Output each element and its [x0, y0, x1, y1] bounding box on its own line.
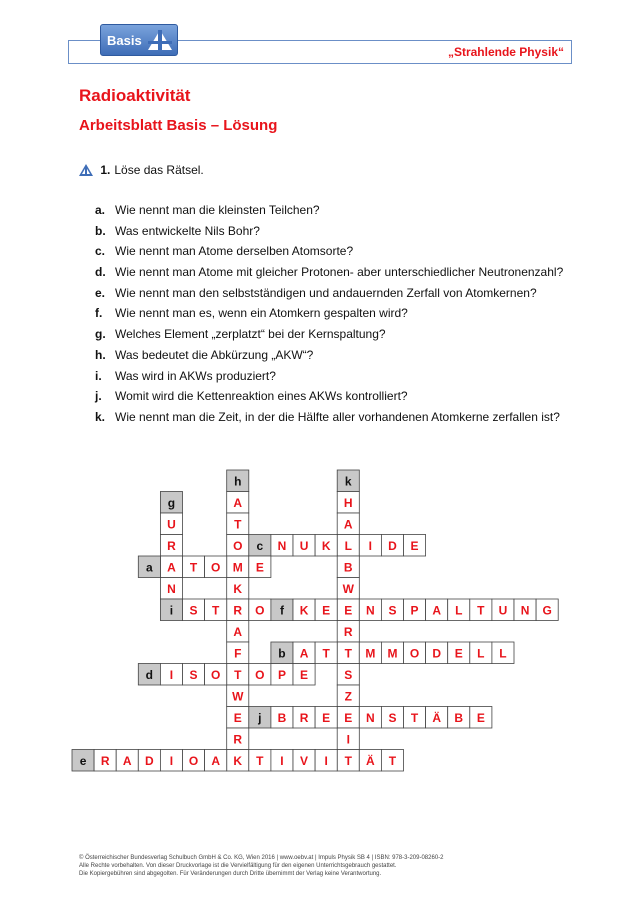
clue-cell [337, 470, 359, 492]
answer-letter: N [520, 603, 530, 618]
answer-letter: L [344, 538, 352, 553]
task-number: 1. [100, 163, 111, 177]
answer-letter: T [477, 603, 485, 618]
answer-cell [227, 492, 249, 514]
answer-cell [315, 535, 337, 557]
answer-cell [337, 513, 359, 535]
question-letter: a. [95, 203, 106, 217]
answer-letter: B [454, 710, 464, 725]
answer-letter: M [232, 560, 243, 575]
answer-letter: E [454, 646, 463, 661]
answer-cell [271, 535, 293, 557]
answer-letter: H [343, 495, 353, 510]
answer-cell [337, 556, 359, 578]
question-text: Wie nennt man es, wenn ein Atomkern gespalten wird? [115, 306, 408, 321]
answer-cell [381, 750, 403, 772]
answer-cell [160, 664, 182, 686]
footer-line: Die Kopiergebühren sind abgegolten. Für Veränderungen durch Dritte übernimmt der Verlag keine Verantwortung. [79, 871, 382, 877]
answer-letter: N [366, 710, 375, 725]
answer-letter: T [410, 710, 419, 725]
answer-letter: O [188, 753, 199, 768]
answer-letter: T [344, 753, 352, 768]
answer-cell [381, 599, 403, 621]
answer-cell [514, 599, 536, 621]
answer-letter: U [167, 517, 176, 532]
answer-cell [227, 535, 249, 557]
clue-letter: d [145, 667, 154, 682]
answer-cell [227, 556, 249, 578]
question-letter: b. [95, 223, 106, 238]
question-text: Wie nennt man Atome mit gleicher Protonen- aber unterschiedlicher Neutronenzahl? [115, 265, 564, 280]
answer-cell [426, 599, 448, 621]
answer-cell [227, 728, 249, 750]
task-text: Löse das Rätsel. [114, 163, 204, 177]
answer-letter: T [234, 517, 242, 532]
answer-cell [249, 664, 271, 686]
answer-letter: D [388, 538, 397, 553]
answer-cell [381, 642, 403, 664]
answer-letter: L [455, 603, 463, 618]
answer-cell [492, 642, 514, 664]
clue-cell [227, 470, 249, 492]
answer-letter: U [498, 603, 508, 618]
answer-cell [470, 599, 492, 621]
answer-cell [337, 621, 359, 643]
answer-letter: E [300, 667, 309, 682]
answer-letter: A [233, 624, 243, 639]
answer-letter: Ä [432, 710, 441, 725]
answer-cell [536, 599, 558, 621]
answer-cell [227, 685, 249, 707]
answer-letter: T [211, 603, 220, 618]
answer-cell [227, 707, 249, 729]
answer-cell [359, 642, 381, 664]
answer-letter: R [343, 624, 353, 639]
answer-letter: R [233, 732, 243, 747]
answer-letter: E [255, 560, 264, 575]
answer-cell [359, 750, 381, 772]
answer-cell [315, 599, 337, 621]
footer [79, 854, 444, 878]
answer-cell [337, 492, 359, 514]
answer-letter: N [366, 603, 375, 618]
answer-cell [404, 642, 426, 664]
answer-cell [183, 556, 205, 578]
answer-cell [337, 578, 359, 600]
answer-letter: W [232, 689, 244, 704]
page-title: Radioaktivität [79, 86, 191, 105]
answer-letter: M [387, 646, 398, 661]
answer-cell [227, 599, 249, 621]
answer-cell [116, 750, 138, 772]
question-letter: j. [95, 389, 102, 404]
answer-letter: Ä [366, 753, 375, 768]
answer-letter: K [233, 753, 243, 768]
answer-letter: S [344, 667, 353, 682]
question-letter: k. [95, 409, 106, 424]
answer-letter: E [322, 710, 331, 725]
answer-letter: I [280, 753, 284, 768]
answer-letter: I [324, 753, 328, 768]
answer-cell [492, 599, 514, 621]
answer-cell [160, 556, 182, 578]
answer-cell [160, 750, 182, 772]
answer-cell [426, 642, 448, 664]
answer-cell [337, 750, 359, 772]
answer-cell [470, 642, 492, 664]
clue-cell [249, 707, 271, 729]
answer-cell [359, 707, 381, 729]
question-letter: i. [95, 368, 102, 383]
question-letter: d. [95, 265, 106, 280]
answer-cell [359, 535, 381, 557]
answer-cell [227, 664, 249, 686]
clue-letter: b [278, 646, 286, 661]
answer-letter: T [234, 667, 242, 682]
answer-cell [404, 599, 426, 621]
answer-letter: O [409, 646, 420, 661]
clue-cell [271, 599, 293, 621]
answer-cell [293, 642, 315, 664]
answer-cell [404, 707, 426, 729]
answer-letter: F [234, 646, 242, 661]
clue-letter: f [279, 603, 284, 618]
answer-letter: G [542, 603, 552, 618]
answer-letter: O [233, 538, 243, 553]
question-text: Wie nennt man die kleinsten Teilchen? [115, 203, 320, 217]
answer-cell [293, 664, 315, 686]
question-letter: c. [95, 244, 106, 259]
answer-cell [426, 707, 448, 729]
answer-cell [337, 642, 359, 664]
answer-cell [337, 599, 359, 621]
answer-cell [337, 685, 359, 707]
answer-letter: T [388, 753, 397, 768]
answer-letter: I [169, 667, 174, 682]
clue-letter: j [258, 710, 262, 725]
answer-cell [271, 750, 293, 772]
answer-letter: K [299, 603, 309, 618]
clue-cell [160, 599, 182, 621]
answer-letter: R [233, 603, 243, 618]
answer-cell [183, 750, 205, 772]
answer-letter: S [388, 710, 397, 725]
answer-cell [227, 578, 249, 600]
answer-cell [249, 556, 271, 578]
answer-cell [337, 707, 359, 729]
answer-letter: L [477, 646, 485, 661]
answer-letter: O [255, 603, 265, 618]
question-text: Wie nennt man den selbstständigen und andauernden Zerfall von Atomkernen? [115, 285, 537, 300]
answer-cell [381, 535, 403, 557]
answer-cell [160, 535, 182, 557]
answer-letter: N [277, 538, 287, 553]
clue-letter: h [234, 474, 242, 489]
answer-letter: E [410, 538, 419, 553]
answer-cell [227, 750, 249, 772]
answer-letter: I [346, 732, 350, 747]
answer-letter: R [299, 710, 309, 725]
answer-cell [448, 707, 470, 729]
answer-letter: T [256, 753, 264, 768]
answer-letter: T [322, 646, 330, 661]
answer-cell [205, 556, 227, 578]
answer-cell [448, 642, 470, 664]
page-subtitle: Arbeitsblatt Basis – Lösung [79, 117, 278, 134]
answer-cell [160, 513, 182, 535]
answer-letter: P [277, 667, 286, 682]
answer-cell [381, 707, 403, 729]
answer-letter: S [189, 603, 198, 618]
answer-cell [470, 707, 492, 729]
clue-cell [138, 556, 160, 578]
clue-letter: k [344, 474, 352, 489]
answer-letter: A [167, 560, 176, 575]
question-letter: h. [95, 347, 106, 362]
answer-letter: P [410, 603, 419, 618]
answer-letter: E [233, 710, 242, 725]
answer-letter: E [476, 710, 485, 725]
answer-letter: U [299, 538, 309, 553]
subject-title: „Strahlende Physik“ [447, 45, 564, 59]
answer-cell [249, 750, 271, 772]
answer-cell [293, 707, 315, 729]
answer-letter: D [145, 753, 154, 768]
answer-cell [94, 750, 116, 772]
answer-cell [293, 750, 315, 772]
clue-letter: a [146, 560, 153, 575]
answer-cell [183, 599, 205, 621]
answer-cell [227, 513, 249, 535]
question-text: Wie nennt man Atome derselben Atomsorte? [115, 244, 354, 259]
answer-letter: M [365, 646, 376, 661]
answer-cell [205, 599, 227, 621]
answer-letter: S [189, 667, 198, 682]
answer-letter: R [167, 538, 176, 553]
answer-cell [271, 707, 293, 729]
footer-line: © Österreichischer Bundesverlag Schulbuch GmbH & Co. KG, Wien 2016 | www.oebv.at | Impuls Physik SB 4 | ISBN: 978-3-209-08260-2 [79, 855, 444, 861]
answer-cell [315, 707, 337, 729]
clue-cell [138, 664, 160, 686]
clue-letter: c [256, 538, 264, 553]
answer-letter: E [322, 603, 331, 618]
question-text: Womit wird die Kettenreaktion eines AKWs kontrolliert? [115, 389, 408, 404]
question-text: Welches Element „zerplatzt“ bei der Kernspaltung? [115, 327, 386, 342]
question-text: Wie nennt man die Zeit, in der die Hälfte aller vorhandenen Atomkerne zerfallen ist? [115, 409, 560, 424]
answer-letter: A [343, 517, 353, 532]
answer-letter: A [233, 495, 243, 510]
answer-letter: A [211, 753, 220, 768]
answer-cell [315, 642, 337, 664]
answer-letter: E [344, 603, 353, 618]
clue-letter: g [167, 495, 176, 510]
answer-cell [249, 599, 271, 621]
answer-letter: I [169, 753, 174, 768]
answer-letter: L [499, 646, 507, 661]
answer-letter: A [432, 603, 441, 618]
answer-cell [205, 750, 227, 772]
answer-cell [337, 728, 359, 750]
answer-letter: E [344, 710, 353, 725]
answer-cell [293, 599, 315, 621]
clue-letter: i [169, 603, 174, 618]
answer-cell [183, 664, 205, 686]
answer-cell [337, 664, 359, 686]
answer-cell [404, 535, 426, 557]
answer-letter: R [100, 753, 110, 768]
clue-cell [249, 535, 271, 557]
answer-cell [160, 578, 182, 600]
clue-cell [271, 642, 293, 664]
answer-letter: N [167, 581, 176, 596]
answer-letter: O [210, 560, 221, 575]
answer-cell [315, 750, 337, 772]
question-text: Was wird in AKWs produziert? [115, 368, 276, 383]
answer-letter: W [342, 581, 354, 596]
question-text: Was entwickelte Nils Bohr? [115, 223, 260, 238]
answer-cell [271, 664, 293, 686]
answer-letter: A [299, 646, 309, 661]
question-letter: f. [95, 306, 103, 321]
answer-letter: D [432, 646, 441, 661]
answer-cell [205, 664, 227, 686]
answer-letter: O [255, 667, 265, 682]
clue-letter: e [79, 753, 87, 768]
answer-letter: A [122, 753, 132, 768]
question-letter: g. [95, 327, 106, 342]
answer-cell [227, 621, 249, 643]
clue-cell [72, 750, 94, 772]
answer-cell [359, 599, 381, 621]
answer-letter: I [368, 538, 373, 553]
answer-cell [138, 750, 160, 772]
clue-cell [160, 492, 182, 514]
logo-text: Basis [107, 33, 142, 48]
answer-cell [337, 535, 359, 557]
answer-letter: T [344, 646, 352, 661]
answer-letter: K [321, 538, 331, 553]
question-text: Was bedeutet die Abkürzung „AKW“? [115, 347, 314, 362]
answer-letter: B [277, 710, 287, 725]
answer-letter: O [210, 667, 221, 682]
footer-line: Alle Rechte vorbehalten. Von dieser Druckvorlage ist die Vervielfältigung für den eigenen Unterrichtsgebrauch gestattet. [79, 863, 397, 869]
question-letter: e. [95, 285, 106, 300]
answer-cell [448, 599, 470, 621]
answer-letter: Z [344, 689, 352, 704]
answer-letter: B [343, 560, 353, 575]
answer-letter: S [388, 603, 397, 618]
answer-letter: K [233, 581, 243, 596]
answer-cell [227, 642, 249, 664]
answer-letter: V [300, 753, 309, 768]
answer-cell [293, 535, 315, 557]
answer-letter: T [189, 560, 198, 575]
